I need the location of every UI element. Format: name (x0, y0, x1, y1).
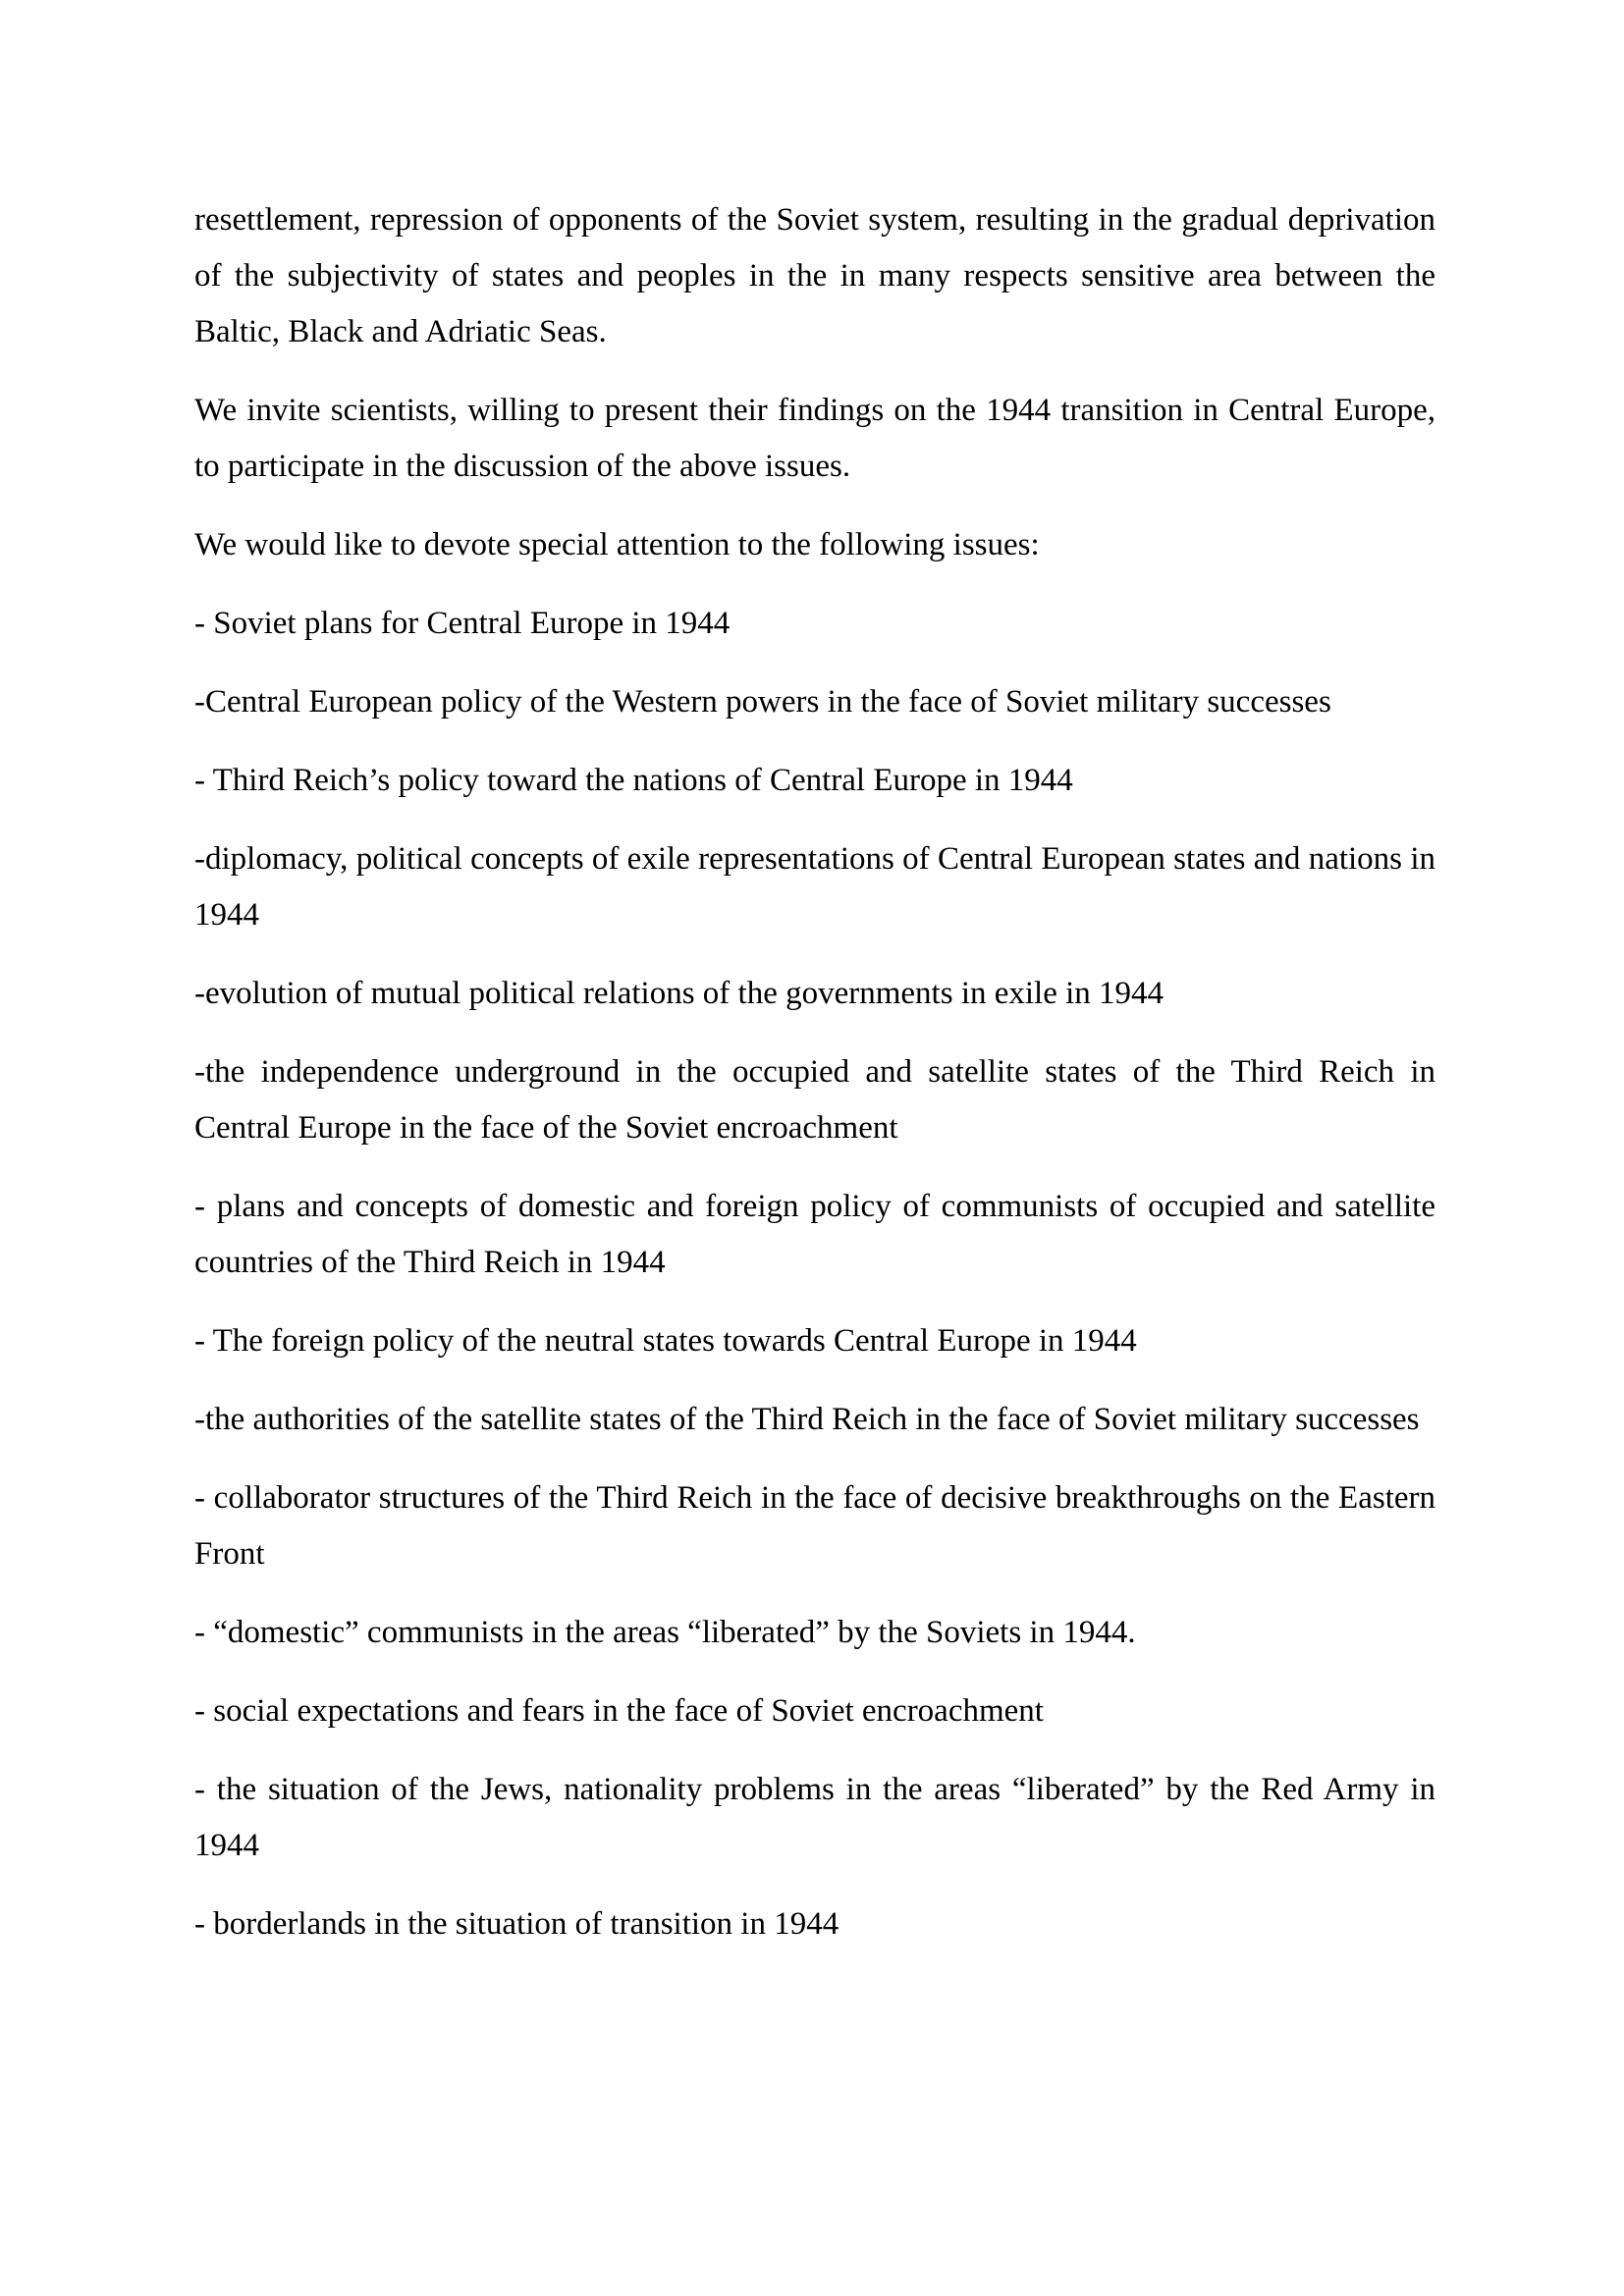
issue-item: - Soviet plans for Central Europe in 1944 (194, 606, 731, 641)
paragraph-resettlement: resettlement, repression of opponents of the Soviet system, resulting in the gradual deprivation of the subjectivity of states and peoples in the in many respects sensitive area between the Baltic, Black and Adriatic Seas. (194, 202, 1435, 349)
issue-item: -evolution of mutual political relations of the governments in exile in 1944 (194, 976, 1164, 1011)
issue-item: - social expectations and fears in the face of Soviet encroachment (194, 1693, 1044, 1729)
issue-item: - the situation of the Jews, nationality problems in the areas “liberated” by the Red Army in 1944 (194, 1772, 1435, 1863)
paragraph-issues-intro: We would like to devote special attention to the following issues: (194, 527, 1040, 562)
issue-item: - collaborator structures of the Third Reich in the face of decisive breakthroughs on the Eastern Front (194, 1480, 1435, 1572)
issue-item: -the independence underground in the occupied and satellite states of the Third Reich in Central Europe in the face of the Soviet encroachment (194, 1054, 1435, 1146)
issue-item: - plans and concepts of domestic and foreign policy of communists of occupied and satellite countries of the Third Reich in 1944 (194, 1189, 1435, 1280)
issue-item: -diplomacy, political concepts of exile representations of Central European states and nations in 1944 (194, 841, 1435, 933)
body-text (194, 192, 1435, 1975)
issue-item: - The foreign policy of the neutral states towards Central Europe in 1944 (194, 1323, 1137, 1359)
paragraph-invitation: We invite scientists, willing to present their findings on the 1944 transition in Central Europe, to participate in the discussion of the above issues. (194, 393, 1435, 484)
issue-item: - borderlands in the situation of transition in 1944 (194, 1906, 839, 1942)
issue-item: - “domestic” communists in the areas “liberated” by the Soviets in 1944. (194, 1615, 1136, 1650)
issue-item: - Third Reich’s policy toward the nations of Central Europe in 1944 (194, 763, 1073, 798)
issue-item: -the authorities of the satellite states of the Third Reich in the face of Soviet military successes (194, 1402, 1420, 1437)
issue-item: -Central European policy of the Western powers in the face of Soviet military successes (194, 684, 1331, 720)
